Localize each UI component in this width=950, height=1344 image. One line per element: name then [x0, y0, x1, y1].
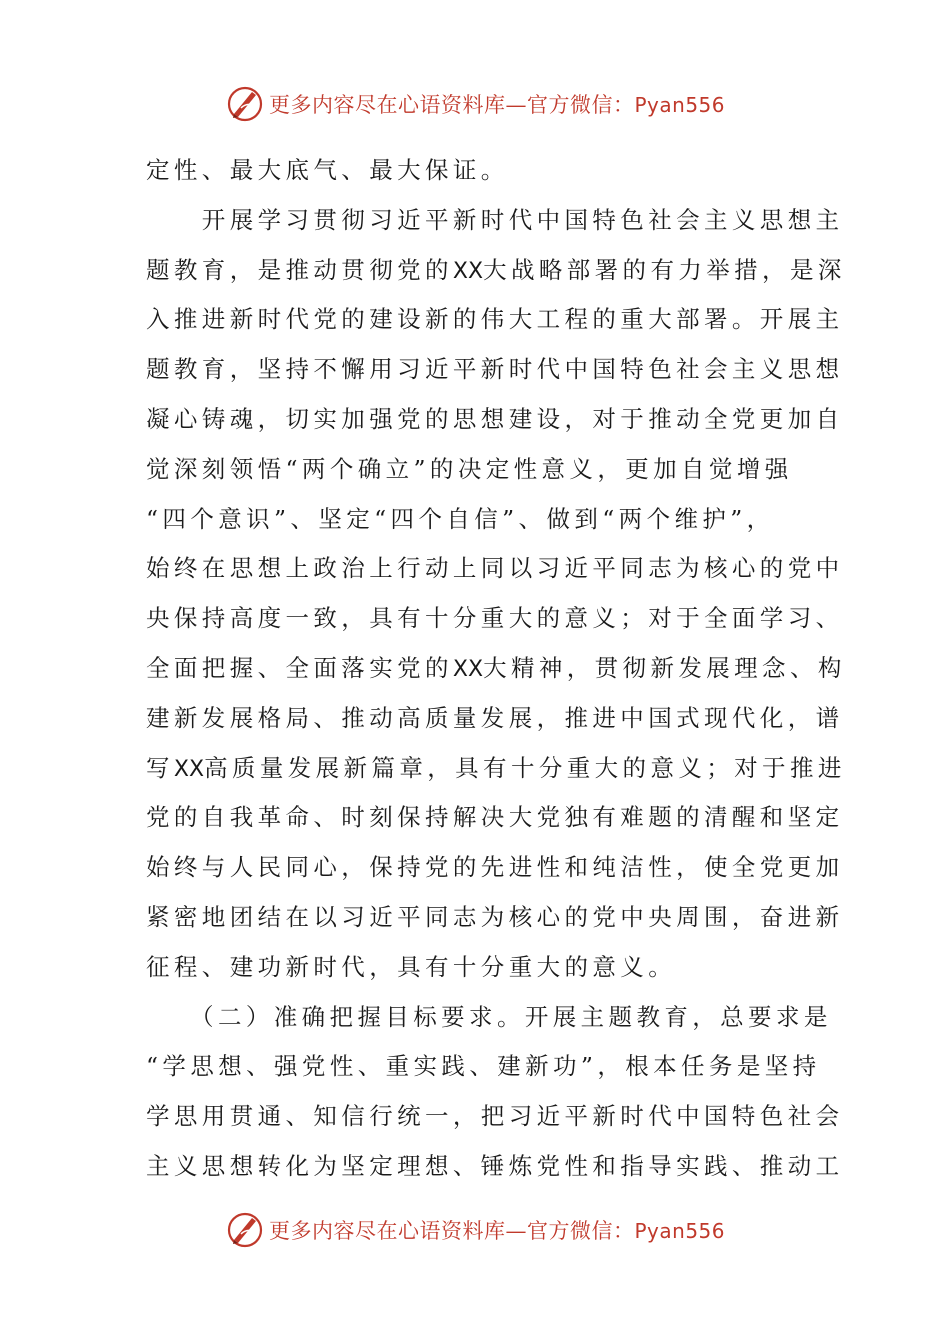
text-line: 建新发展格局、推动高质量发展，推进中国式现代化，谱 — [146, 703, 844, 732]
text-line: 题教育，坚持不懈用习近平新时代中国特色社会主义思想 — [146, 355, 844, 384]
text-line: 觉深刻领悟“两个确立”的决定性意义，更加自觉增强 — [146, 454, 793, 483]
text-line: 主义思想转化为坚定理想、锤炼党性和指导实践、推动工 — [146, 1151, 844, 1180]
text-line: 征程、建功新时代，具有十分重大的意义。 — [146, 952, 677, 981]
text-line: 题教育，是推动贯彻党的XX大战略部署的有力举措，是深 — [146, 255, 846, 284]
document-body — [146, 146, 846, 1192]
banner-text: 更多内容尽在心语资料库—官方微信：Pyan556 — [268, 93, 725, 117]
text-line: 凝心铸魂，切实加强党的思想建设，对于推动全党更加自 — [146, 404, 844, 433]
text-line: 写XX高质量发展新篇章，具有十分重大的意义；对于推进 — [146, 753, 846, 782]
latin-run: XX — [173, 756, 205, 782]
latin-run: XX — [452, 656, 484, 682]
text-line: 开展学习贯彻习近平新时代中国特色社会主义思想主 — [146, 205, 844, 234]
text-line: 始终与人民同心，保持党的先进性和纯洁性，使全党更加 — [146, 853, 844, 882]
pen-logo-icon — [225, 84, 265, 124]
text-line: 始终在思想上政治上行动上同以习近平同志为核心的党中 — [146, 554, 844, 583]
latin-run: XX — [452, 258, 484, 284]
banner-text: 更多内容尽在心语资料库—官方微信：Pyan556 — [268, 1219, 725, 1243]
wechat-id: Pyan556 — [634, 93, 725, 117]
text-line: 学思用贯通、知信行统一，把习近平新时代中国特色社会 — [146, 1102, 844, 1131]
text-line: 央保持高度一致，具有十分重大的意义；对于全面学习、 — [146, 604, 844, 633]
text-line: “四个意识”、坚定“四个自信”、做到“两个维护”， — [146, 504, 775, 533]
pen-logo-icon — [225, 1210, 265, 1250]
text-line: 入推进新时代党的建设新的伟大工程的重大部署。开展主 — [146, 305, 844, 334]
text-line: 全面把握、全面落实党的XX大精神，贯彻新发展理念、构 — [146, 653, 846, 682]
text-line: “学思想、强党性、重实践、建新功”，根本任务是坚持 — [146, 1052, 821, 1081]
text-line: 定性、最大底气、最大保证。 — [146, 156, 509, 184]
text-line: （二）准确把握目标要求。开展主题教育，总要求是 — [146, 1002, 832, 1031]
header-banner — [0, 82, 950, 126]
text-line: 紧密地团结在以习近平同志为核心的党中央周围，奋进新 — [146, 902, 844, 931]
wechat-id: Pyan556 — [634, 1219, 725, 1243]
footer-banner — [0, 1208, 950, 1252]
text-line: 党的自我革命、时刻保持解决大党独有难题的清醒和坚定 — [146, 803, 844, 832]
